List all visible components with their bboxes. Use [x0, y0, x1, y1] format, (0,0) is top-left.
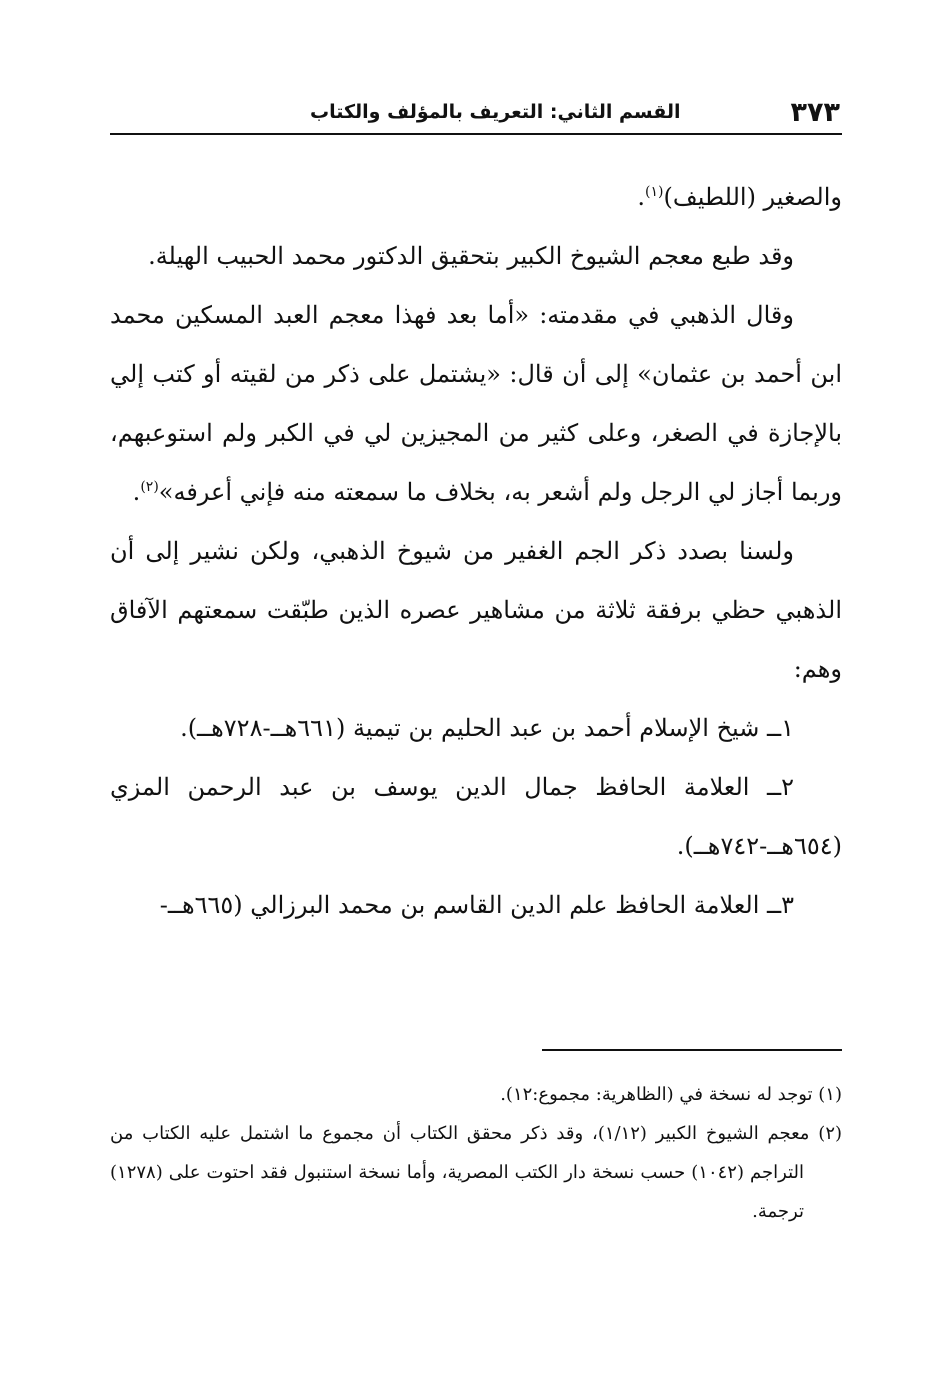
footnote-separator — [542, 1049, 842, 1051]
paragraph-2: وقد طبع معجم الشيوخ الكبير بتحقيق الدكتور محمد الحبيب الهيلة. — [148, 242, 794, 270]
paragraph-3 — [110, 286, 842, 522]
page-number: ٣٧٣ — [790, 96, 840, 128]
footnote-marker-2: (٢) — [140, 479, 159, 495]
list-item-1: ١ــ شيخ الإسلام أحمد بن عبد الحليم بن تيمية (٦٦١هــ-٧٢٨هــ). — [180, 714, 794, 742]
footnote-2: (٢) معجم الشيوخ الكبير (١/١٢)، وقد ذكر محقق الكتاب أن مجموع ما اشتمل عليه الكتاب من التراجم (١٠٤٢) حسب نسخة دار الكتب المصرية، وأما نسخة استنبول فقد احتوت على (١٢٧٨) ترجمة. — [110, 1123, 843, 1222]
list-item-2: ٢ــ العلامة الحافظ جمال الدين يوسف بن عبد الرحمن المزي (٦٥٤هــ-٧٤٢هــ). — [110, 773, 842, 860]
header-rule — [110, 133, 842, 135]
paragraph-1-text: والصغير (اللطيف) — [663, 183, 842, 211]
paragraph-3-end: . — [132, 478, 141, 506]
footnotes — [110, 1075, 842, 1231]
footnote-marker-1: (١) — [645, 184, 664, 200]
paragraph-4: ولسنا بصدد ذكر الجم الغفير من شيوخ الذهبي، ولكن نشير إلى أن الذهبي حظي برفقة ثلاثة من مشاهير عصره الذين طبّقت سمعتهم الآفاق وهم: — [110, 537, 842, 683]
list-item-3: ٣ــ العلامة الحافظ علم الدين القاسم بن محمد البرزالي (٦٦٥هــ- — [159, 891, 794, 919]
book-page — [110, 0, 842, 1373]
main-text — [110, 168, 842, 935]
page-header — [110, 92, 842, 132]
paragraph-3-text: وقال الذهبي في مقدمته: «أما بعد فهذا معجم العبد المسكين محمد ابن أحمد بن عثمان» إلى أن قال: «يشتمل على ذكر من لقيته أو كتب إلي بالإجازة في الصغر، وعلى كثير من المجيزين لي في الكبر ولم استوعبهم، وربما أجاز لي الرجل ولم أشعر به، بخلاف ما سمعته منه فإني أعرفه» — [110, 301, 842, 506]
paragraph-1-end: . — [637, 183, 646, 211]
paragraph-1 — [110, 168, 842, 227]
footnote-1: (١) توجد له نسخة في (الظاهرية: مجموع:١٢). — [500, 1084, 842, 1105]
running-title: القسم الثاني: التعريف بالمؤلف والكتاب — [310, 101, 681, 123]
